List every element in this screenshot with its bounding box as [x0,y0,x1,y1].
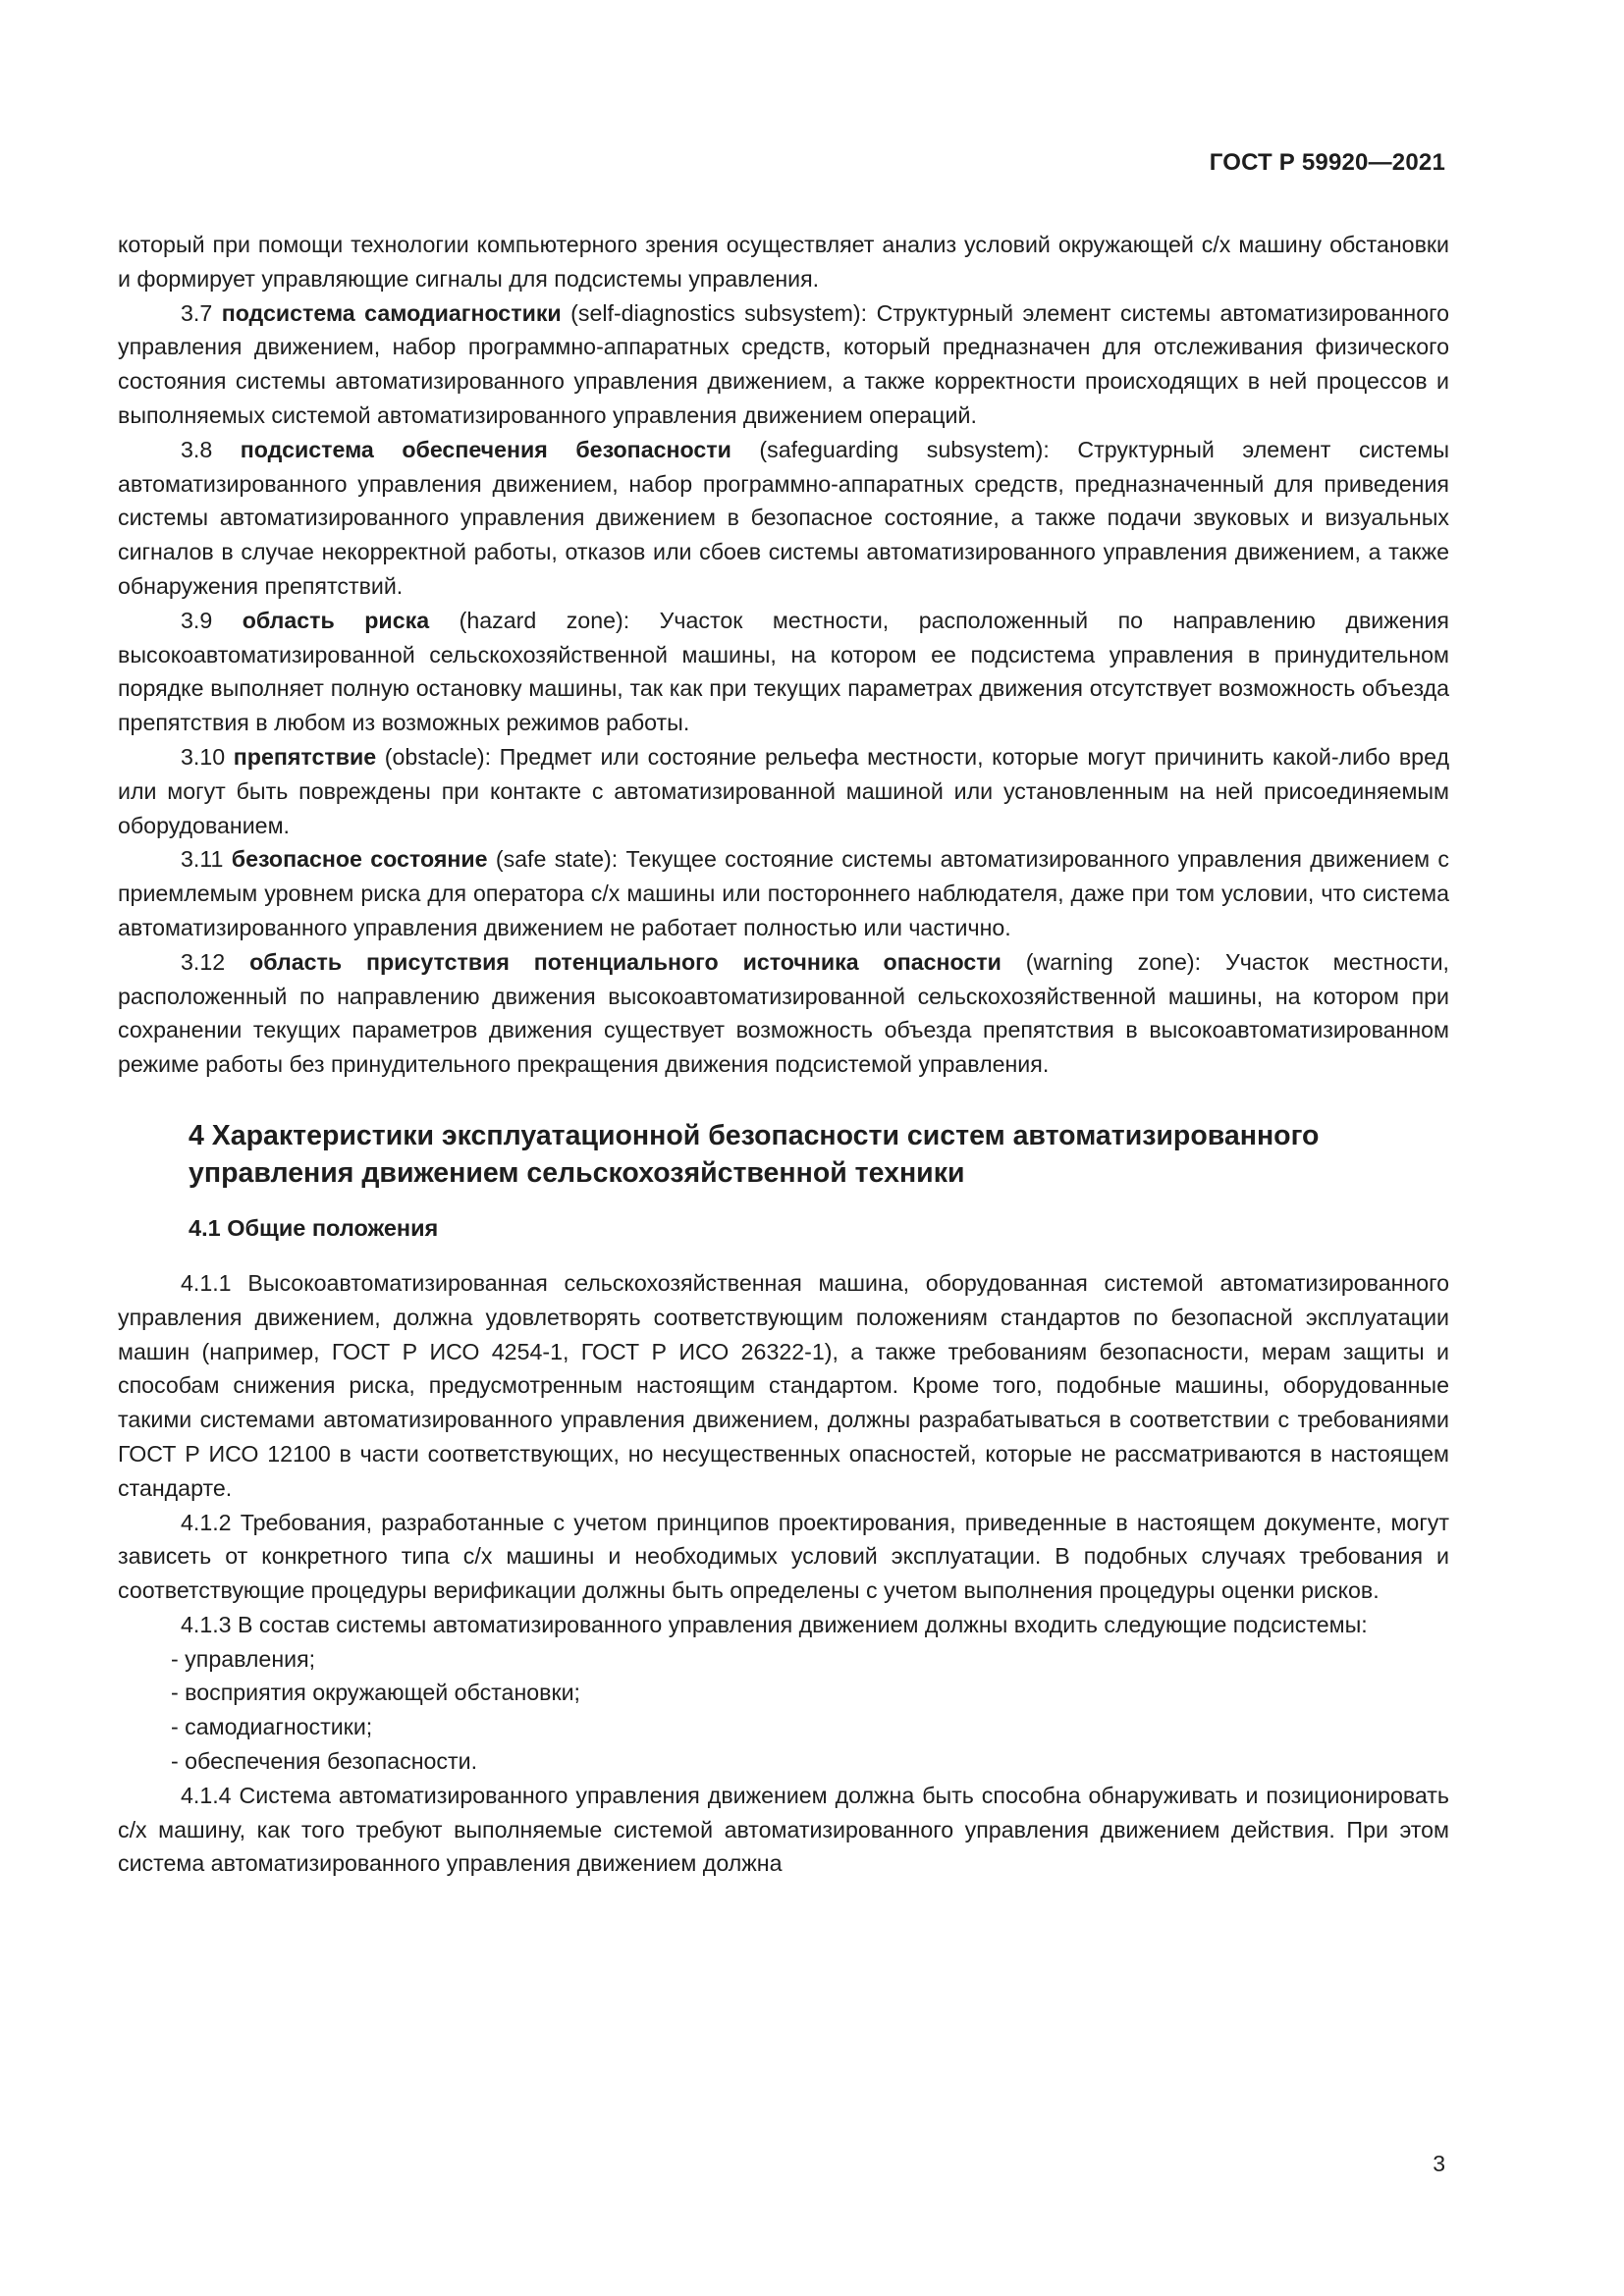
definition-text: Текущее состояние системы автоматизированного управления движением с приемлемым уровнем риска для оператора с/х машины или постороннего наблюдателя, даже при том условии, что система автоматизированного управления движением не работает полностью или частично. [118,846,1449,940]
page-content [118,228,1449,1881]
definition-text: Участок местности, расположенный по направлению движения высокоавтоматизированной сельскохозяйственной машины, на котором при сохранении текущих параметров движения существует возможность объезда препятствия в высокоавтоматизированном режиме работы без принудительного прекращения движения подсистемой управления. [118,948,1449,1078]
definition-english: (obstacle): [384,743,492,770]
definition-3-10 [118,740,1449,842]
definition-3-11 [118,842,1449,944]
definition-term: область присутствия потенциального источника опасности [249,948,1001,975]
definition-number: 3.11 [181,846,224,873]
definition-3-9 [118,604,1449,740]
definition-number: 3.9 [181,607,213,633]
subsection-4-1-heading: 4.1 Общие положения [189,1214,439,1241]
paragraph-4-1-3: 4.1.3 В состав системы автоматизированного управления движением должны входить следующие подсистемы: [181,1611,1368,1637]
definition-number: 3.10 [181,743,226,770]
definition-english: (safe state): [495,846,619,873]
definition-term: область риска [242,607,430,633]
definition-term: подсистема обеспечения безопасности [240,436,731,462]
list-item: - самодиагностики; [171,1714,373,1740]
section-4-heading: 4 Характеристики эксплуатационной безопасности систем автоматизированного управления движением сельскохозяйственной техники [189,1119,1320,1189]
definition-term: подсистема самодиагностики [221,299,562,326]
definition-text: Предмет или состояние рельефа местности, которые могут причинить какой-либо вред или могут быть повреждены при контакте с автоматизированной машиной или установленным на ней присоединяемым оборудованием. [118,743,1449,838]
paragraph-4-1-4: 4.1.4 Система автоматизированного управления движением должна быть способна обнаруживать и позиционировать с/х машину, как того требуют выполняемые системой автоматизированного управления движением действия. При этом система автоматизированного управления движением должна [118,1782,1449,1877]
definition-number: 3.8 [181,436,213,462]
definition-text: Структурный элемент системы автоматизированного управления движением, набор программно-аппаратных средств, предназначенный для приведения системы автоматизированного управления движением в безопасное состояние, а также подачи звуковых и визуальных сигналов в случае некорректной работы, отказов или сбоев системы автоматизированного управления движением, а также обнаружения препятствий. [118,436,1449,599]
definition-3-8 [118,433,1449,604]
definition-term: безопасное состояние [231,846,488,873]
definition-number: 3.12 [181,948,226,975]
definition-3-7 [118,296,1449,433]
definition-english: (self-diagnostics subsystem): [570,299,868,326]
definition-english: (hazard zone): [459,607,630,633]
definition-english: (warning zone): [1025,948,1202,975]
definition-english: (safeguarding subsystem): [759,436,1050,462]
continuation-paragraph: который при помощи технологии компьютерного зрения осуществляет анализ условий окружающей с/х машину обстановки и формирует управляющие сигналы для подсистемы управления. [118,232,1449,292]
page-number: 3 [1433,2151,1445,2176]
standard-code-header: ГОСТ Р 59920—2021 [1209,149,1445,176]
definition-text: Структурный элемент системы автоматизированного управления движением, набор программно-аппаратных средств, который предназначен для отслеживания физического состояния системы автоматизированного управления движением, а также корректности происходящих в ней процессов и выполняемых системой автоматизированного управления движением операций. [118,299,1449,428]
definition-text: Участок местности, расположенный по направлению движения высокоавтоматизированной сельскохозяйственной машины, на котором ее подсистема управления в принудительном порядке выполняет полную остановку машины, так как при текущих параметрах движения отсутствует возможность объезда препятствия в любом из возможных режимов работы. [118,607,1449,736]
list-item: - обеспечения безопасности. [171,1748,478,1775]
paragraph-4-1-1: 4.1.1 Высокоавтоматизированная сельскохозяйственная машина, оборудованная системой автоматизированного управления движением, должна удовлетворять соответствующим положениям стандартов по безопасной эксплуатации машин (например, ГОСТ Р ИСО 4254-1, ГОСТ Р ИСО 26322-1), а также требованиям безопасности, мерам защиты и способам снижения риска, предусмотренным настоящим стандартом. Кроме того, подобные машины, оборудованные такими системами автоматизированного управления движением, должны разрабатываться в соответствии с требованиями ГОСТ Р ИСО 12100 в части соответствующих, но несущественных опасностей, которые не рассматриваются в настоящем стандарте. [118,1269,1449,1501]
paragraph-4-1-2: 4.1.2 Требования, разработанные с учетом принципов проектирования, приведенные в настоящем документе, могут зависеть от конкретного типа с/х машины и необходимых условий эксплуатации. В подобных случаях требования и соответствующие процедуры верификации должны быть определены с учетом выполнения процедуры оценки рисков. [118,1509,1449,1604]
definition-number: 3.7 [181,299,213,326]
definition-3-12 [118,945,1449,1082]
list-item: - восприятия окружающей обстановки; [171,1680,581,1706]
definition-term: препятствие [233,743,377,770]
list-item: - управления; [171,1645,316,1672]
